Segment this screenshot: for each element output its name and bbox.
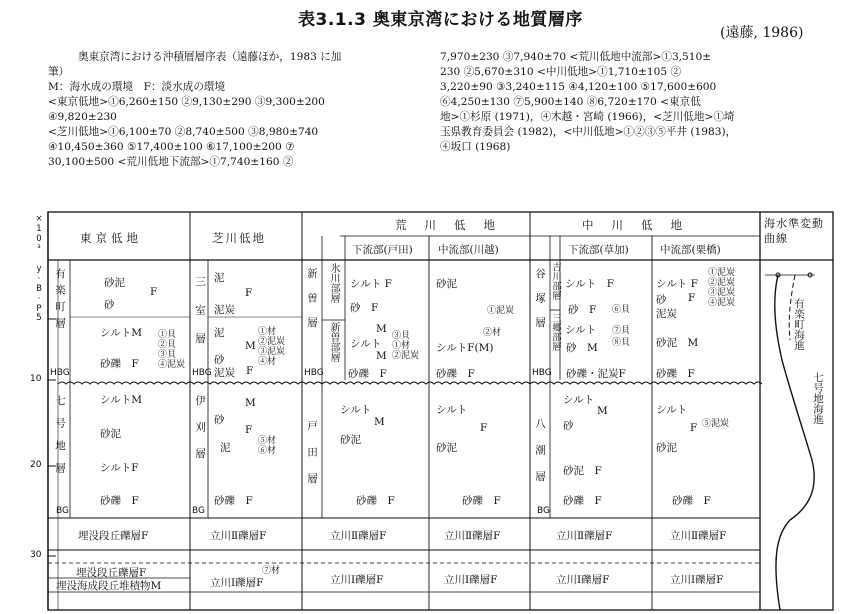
arakawa-lower-cell: シルト bbox=[350, 338, 382, 350]
arakawa-lower-dates bbox=[392, 331, 419, 361]
date-marker: ③貝 bbox=[392, 331, 411, 341]
naka-middle-cell: 泥炭 bbox=[656, 308, 677, 320]
shiba-lower-base: BG bbox=[192, 506, 205, 516]
tokyo-cell: シルトF bbox=[100, 462, 139, 474]
note-line: ④9,820±230 bbox=[48, 111, 117, 123]
tokyo-upper-base: HBG bbox=[50, 368, 70, 378]
date-marker: ③泥炭 bbox=[708, 288, 736, 298]
naka-lower-cell: 砂 F bbox=[568, 304, 597, 316]
naka-lower-date: ⑥貝 bbox=[612, 305, 631, 315]
arakawa-upper-base: HBG bbox=[304, 368, 324, 378]
arakawa-upper-name: 新曽層 bbox=[306, 268, 318, 342]
shiba-cell: F bbox=[245, 287, 253, 299]
note-line: 7,970±230 ③7,940±70 <荒川低地中流部>①3,510± bbox=[440, 51, 712, 63]
arakawa-lower-cell: 砂礫 F bbox=[348, 368, 387, 380]
naka-lower-cell: シルト F bbox=[565, 278, 615, 290]
shiba-lower-name: 伊刈層 bbox=[194, 395, 206, 475]
tokyo-upper-name: 有楽町層 bbox=[54, 268, 66, 334]
date-marker: ②泥炭 bbox=[392, 351, 420, 361]
axis-tick-20: 20 bbox=[30, 460, 42, 470]
date-marker: ①材 bbox=[392, 341, 411, 351]
naka-lower-cell: シルト bbox=[565, 324, 597, 336]
tokyo-cell: シルトM bbox=[100, 394, 142, 406]
shiba-cell: 泥 bbox=[214, 272, 225, 284]
header-naka-lower: 下流部(草加) bbox=[568, 244, 629, 256]
arakawa-middle-cell: シルトF(M) bbox=[436, 342, 494, 354]
date-marker: ①貝 bbox=[158, 330, 177, 340]
note-line: <東京低地>①6,260±150 ②9,130±290 ③9,300±200 bbox=[48, 96, 325, 108]
tokyo-cell: 砂礫 F bbox=[100, 358, 139, 370]
citation: (遠藤, 1986) bbox=[720, 25, 804, 41]
naka-middle-cell: シルト bbox=[656, 404, 688, 416]
tokyo-dates bbox=[158, 330, 185, 370]
arakawa-middle-cell: F bbox=[480, 422, 488, 434]
header-shiba: 芝川低地 bbox=[212, 231, 266, 245]
row1-shiba: 立川Ⅱ礫層F bbox=[210, 530, 267, 542]
shiba-cell: 泥炭 bbox=[214, 304, 235, 316]
naka-yoshikawa-member: 吉川部層 bbox=[550, 262, 561, 300]
axis-tick-5: 5 bbox=[36, 313, 42, 323]
naka-lower-base: BG bbox=[537, 506, 550, 516]
note-line: 奥東京湾における沖積層層序表（遠藤ほか，1983 に加 bbox=[78, 51, 342, 63]
shiba-cell: 泥 bbox=[220, 442, 231, 454]
row1-naka-lower: 立川Ⅱ礫層F bbox=[556, 530, 613, 542]
arakawa-middle-date: ①泥炭 bbox=[487, 306, 515, 316]
note-line: 230 ②5,670±310 <中川低地>①1,710±105 ② bbox=[440, 66, 682, 78]
arakawa-lower-cell: M bbox=[374, 416, 385, 428]
date-marker: ④泥炭 bbox=[708, 298, 736, 308]
arakawa-lower-cell: 砂礫 F bbox=[356, 495, 395, 507]
shiba-cell: M bbox=[245, 340, 256, 352]
naka-middle-cell: 砂礫 F bbox=[672, 495, 711, 507]
row1-arakawa-middle: 立川Ⅱ礫層F bbox=[444, 530, 501, 542]
naka-lower-cell: 砂 M bbox=[566, 342, 598, 354]
naka-middle-cell: シルト F bbox=[656, 278, 698, 290]
row2-shiba: 立川Ⅰ礫層F bbox=[210, 577, 264, 589]
axis-tick-30: 30 bbox=[30, 550, 42, 560]
arakawa-middle-date: ②材 bbox=[483, 328, 502, 338]
shiba-cell: F bbox=[246, 365, 254, 377]
tokyo-cell: F bbox=[150, 286, 158, 298]
date-marker: ⑥材 bbox=[258, 446, 277, 456]
row2-naka-middle: 立川Ⅰ礫層F bbox=[670, 574, 724, 586]
note-line: 3,220±90 ③3,240±115 ④4,120±100 ⑤17,600±600 bbox=[440, 81, 717, 93]
arakawa-lower-cell: シルト bbox=[340, 404, 372, 416]
axis-unit-label: ×10³ y·B·P bbox=[34, 214, 44, 314]
arakawa-lower-cell: M bbox=[376, 323, 387, 335]
tokyo-cell: 砂泥 bbox=[104, 277, 125, 289]
naka-lower-cell: 砂礫・泥炭F bbox=[566, 368, 626, 380]
naka-lower-cell: 砂泥 F bbox=[563, 465, 602, 477]
shiba-upper-base: HBG bbox=[192, 368, 212, 378]
date-marker: ⑤材 bbox=[258, 436, 277, 446]
naka-middle-date: ⑤泥炭 bbox=[702, 419, 730, 429]
date-marker: ②貝 bbox=[158, 340, 177, 350]
arakawa-middle-cell: 砂礫 F bbox=[436, 368, 475, 380]
note-line: 玉県教育委員会 (1982)，<中川低地>①②③⑤平井 (1983)， bbox=[440, 126, 737, 138]
row2-tokyo-terrace: 埋没段丘礫層F bbox=[76, 567, 147, 579]
naka-upper-base: HBG bbox=[532, 368, 552, 378]
row2-arakawa-lower: 立川Ⅰ礫層F bbox=[330, 574, 384, 586]
note-line: M：海水成の環境 F：淡水成の環境 bbox=[48, 81, 226, 93]
shiba-cell: M bbox=[245, 397, 256, 409]
row1-tokyo: 埋没段丘礫層F bbox=[78, 530, 149, 542]
tokyo-lower-name: 七号地層 bbox=[54, 395, 66, 485]
shiba-cell: 砂 bbox=[214, 354, 225, 366]
naka-middle-cell: 砂泥 M bbox=[656, 337, 699, 349]
naka-middle-dates bbox=[708, 268, 735, 308]
tokyo-cell: 砂礫 F bbox=[100, 495, 139, 507]
shiba-cell: F bbox=[245, 424, 253, 436]
arakawa-lower-name: 戸田層 bbox=[306, 420, 318, 500]
shiba-upper-name: 三室層 bbox=[194, 276, 206, 362]
arakawa-middle-cell: シルト bbox=[436, 404, 468, 416]
arakawa-hikawa-member: 氷川部層 bbox=[328, 263, 339, 303]
row2-shiba-date: ⑦材 bbox=[262, 566, 281, 576]
row2-naka-lower: 立川Ⅰ礫層F bbox=[556, 574, 610, 586]
page-title: 表3.1.3 奥東京湾における地質層序 bbox=[298, 10, 583, 30]
naka-lower-date: ⑦貝 bbox=[612, 326, 631, 336]
tokyo-cell: シルトM bbox=[100, 327, 142, 339]
naka-misato-member: 三郷部層 bbox=[550, 313, 561, 351]
header-arakawa-middle: 中流部(川越) bbox=[438, 244, 499, 256]
date-marker: ②泥炭 bbox=[258, 337, 286, 347]
header-tokyo: 東京低地 bbox=[80, 231, 142, 245]
note-line: ④10,450±360 ⑤17,400±100 ⑥17,100±200 ⑦ bbox=[48, 141, 295, 153]
date-marker: ②泥炭 bbox=[708, 278, 736, 288]
date-marker: ①泥炭 bbox=[708, 268, 736, 278]
header-arakawa: 荒川低地 bbox=[395, 218, 513, 232]
row2-arakawa-middle: 立川Ⅰ礫層F bbox=[444, 574, 498, 586]
tokyo-lower-base: BG bbox=[56, 506, 69, 516]
shiba-cell: 砂礫 F bbox=[214, 495, 253, 507]
note-line: <芝川低地>①6,100±70 ②8,740±500 ③8,980±740 bbox=[48, 126, 319, 138]
shiba-cell: 砂 bbox=[214, 414, 225, 426]
naka-middle-cell: F bbox=[690, 422, 698, 434]
naka-lower-name: 八潮層 bbox=[534, 418, 546, 498]
arakawa-middle-cell: 砂泥 bbox=[436, 442, 457, 454]
naka-lower-cell: シルト bbox=[563, 394, 595, 406]
date-marker: ③貝 bbox=[158, 350, 177, 360]
note-line: 地>①杉原 (1971)，④木越・宮崎 (1966)，<芝川低地>①埼 bbox=[440, 111, 735, 123]
naka-middle-cell: F bbox=[688, 292, 696, 304]
row1-naka-middle: 立川Ⅱ礫層F bbox=[670, 530, 727, 542]
header-arakawa-lower: 下流部(戸田) bbox=[352, 244, 413, 256]
tokyo-cell: 砂 bbox=[104, 299, 115, 311]
note-line: ⑥4,250±130 ⑦5,900±140 ⑧6,720±170 <東京低 bbox=[440, 96, 701, 108]
naka-upper-name: 谷塚層 bbox=[534, 268, 546, 342]
note-line: 30,100±500 <荒川低地下流部>①7,740±160 ② bbox=[48, 156, 294, 168]
arakawa-lower-cell: 砂泥 bbox=[340, 434, 361, 446]
axis-tick-10: 10 bbox=[30, 374, 42, 384]
shiba-cell: 泥 bbox=[214, 327, 225, 339]
shiba-lower-dates bbox=[258, 436, 276, 456]
date-marker: ④材 bbox=[258, 357, 277, 367]
tokyo-cell: 砂泥 bbox=[100, 428, 121, 440]
date-marker: ④泥炭 bbox=[158, 360, 186, 370]
arakawa-lower-cell: 砂 F bbox=[350, 302, 379, 314]
row1-arakawa-lower: 立川Ⅱ礫層F bbox=[330, 530, 387, 542]
naka-lower-date: ⑧貝 bbox=[612, 338, 631, 348]
label-yurakucho-transgression: 有楽町海進 bbox=[793, 298, 805, 351]
label-nanagochi-transgression: 七号地海進 bbox=[812, 372, 824, 425]
shiba-dates bbox=[258, 327, 285, 367]
arakawa-shinsou-member: 新曽部層 bbox=[328, 322, 339, 362]
naka-lower-cell: M bbox=[597, 405, 608, 417]
naka-middle-cell: 砂礫 F bbox=[656, 368, 695, 380]
row2-tokyo-marine: 埋没海成段丘堆積物M bbox=[56, 580, 162, 592]
note-line: ④坂口 (1968) bbox=[440, 141, 511, 153]
arakawa-lower-cell: シルト F bbox=[350, 278, 392, 290]
naka-lower-cell: 砂礫 F bbox=[563, 495, 602, 507]
header-sealevel: 海水準変動曲線 bbox=[764, 217, 824, 245]
note-line: 筆） bbox=[48, 66, 70, 78]
date-marker: ③泥炭 bbox=[258, 347, 286, 357]
header-naka-middle: 中流部(栗橋) bbox=[660, 244, 721, 256]
arakawa-middle-cell: 砂泥 bbox=[436, 278, 457, 290]
naka-middle-cell: 砂泥 bbox=[656, 442, 677, 454]
shiba-cell: 泥炭 bbox=[214, 367, 235, 379]
naka-lower-cell: 砂 bbox=[563, 420, 574, 432]
naka-middle-cell: 砂 bbox=[656, 294, 667, 306]
header-naka: 中川低地 bbox=[582, 218, 700, 232]
arakawa-lower-cell: M bbox=[376, 350, 387, 362]
date-marker: ①材 bbox=[258, 327, 277, 337]
arakawa-middle-cell: 砂礫 F bbox=[462, 495, 501, 507]
